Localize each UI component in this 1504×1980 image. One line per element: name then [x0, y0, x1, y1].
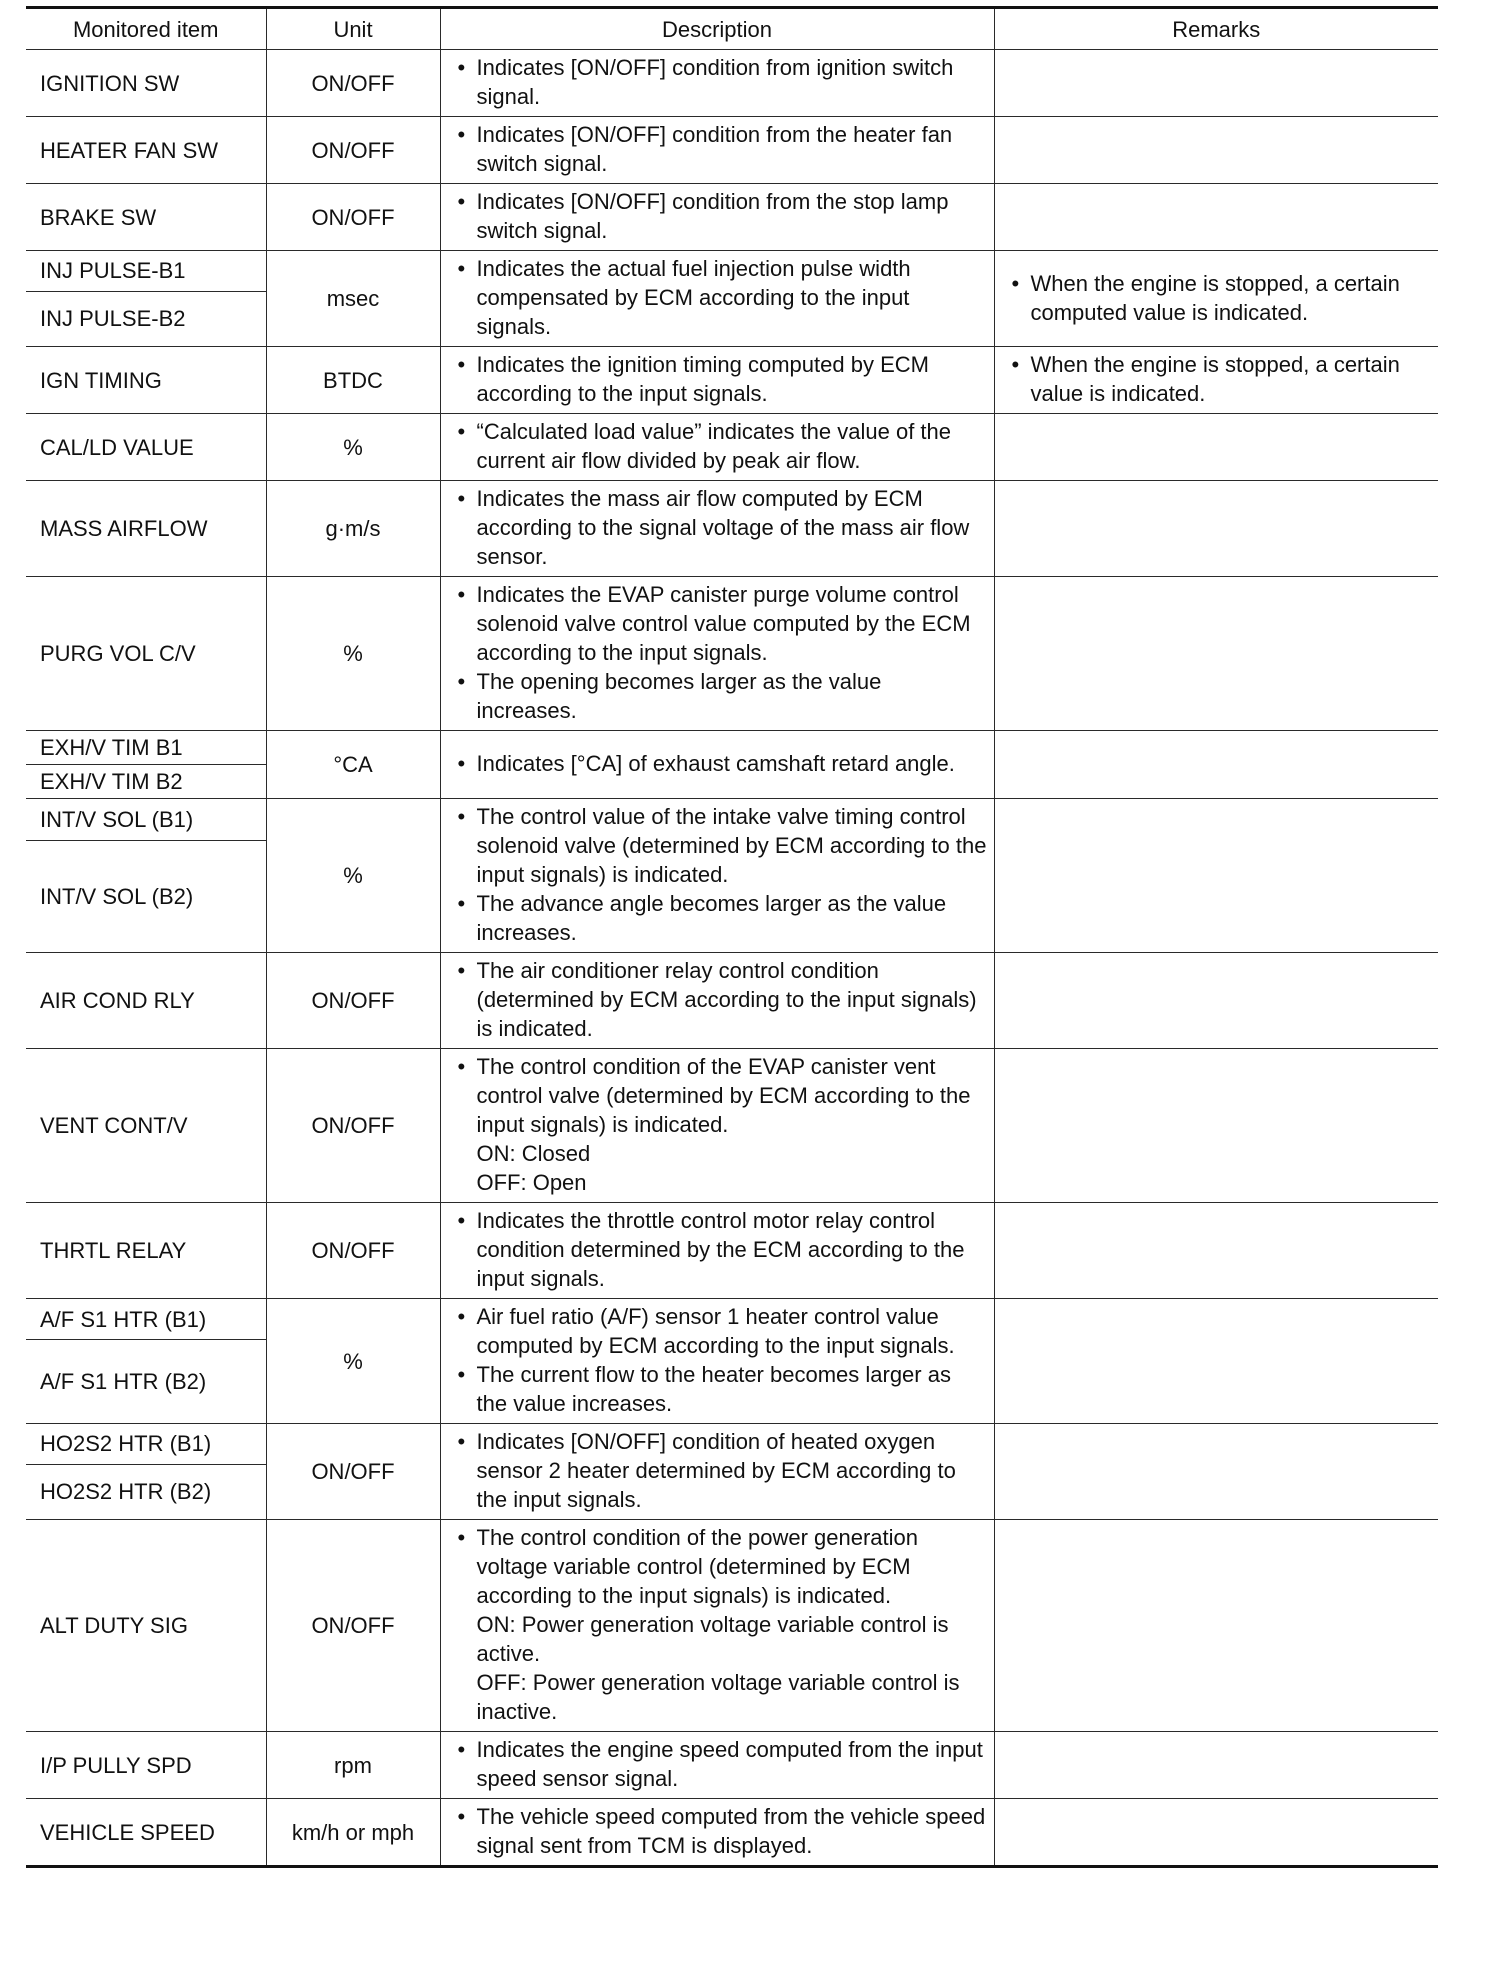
remarks-cell — [994, 1424, 1438, 1520]
table-body — [26, 50, 1438, 1867]
description-cell — [440, 50, 994, 117]
description-list — [447, 1206, 988, 1293]
table-row — [26, 953, 1438, 1049]
monitored-item-cell: INT/V SOL (B2) — [26, 840, 266, 952]
remarks-list — [1001, 350, 1433, 408]
header-row — [26, 8, 1438, 50]
monitored-item-cell: INT/V SOL (B1) — [26, 799, 266, 841]
description-cell — [440, 953, 994, 1049]
unit-cell: ON/OFF — [266, 1203, 440, 1299]
remarks-cell — [994, 251, 1438, 347]
table-row — [26, 347, 1438, 414]
monitored-item-cell: HO2S2 HTR (B1) — [26, 1424, 266, 1465]
table-row — [26, 1799, 1438, 1867]
monitored-item-cell: AIR COND RLY — [26, 953, 266, 1049]
monitored-item-cell: IGNITION SW — [26, 50, 266, 117]
description-list — [447, 350, 988, 408]
table-row — [26, 1049, 1438, 1203]
table-row — [26, 1203, 1438, 1299]
monitored-item-cell: BRAKE SW — [26, 184, 266, 251]
unit-cell: % — [266, 414, 440, 481]
description-cell — [440, 577, 994, 731]
description-bullet: • Indicates [ON/OFF] condition from ignition switch signal. — [447, 53, 988, 111]
description-bullet: • Indicates the actual fuel injection pulse width compensated by ECM according to the input signals. — [447, 254, 988, 341]
unit-cell: ON/OFF — [266, 1049, 440, 1203]
monitored-item-cell: INJ PULSE-B1 — [26, 251, 266, 292]
description-bullet: • Indicates the ignition timing computed by ECM according to the input signals. — [447, 350, 988, 408]
unit-cell: rpm — [266, 1732, 440, 1799]
remarks-cell — [994, 577, 1438, 731]
unit-cell: msec — [266, 251, 440, 347]
unit-cell: ON/OFF — [266, 953, 440, 1049]
monitored-item-cell: VEHICLE SPEED — [26, 1799, 266, 1867]
monitored-item-cell: THRTL RELAY — [26, 1203, 266, 1299]
description-cell — [440, 1203, 994, 1299]
description-list — [447, 956, 988, 1043]
remarks-cell — [994, 117, 1438, 184]
remarks-cell — [994, 731, 1438, 799]
monitored-item-cell: EXH/V TIM B2 — [26, 765, 266, 799]
description-list — [447, 1735, 988, 1793]
table-row — [26, 481, 1438, 577]
remarks-list — [1001, 269, 1433, 327]
monitored-items-table — [26, 6, 1438, 1868]
monitored-item-cell: EXH/V TIM B1 — [26, 731, 266, 765]
remarks-cell — [994, 799, 1438, 953]
description-bullet: • The advance angle becomes larger as the value increases. — [447, 889, 988, 947]
table-row — [26, 1299, 1438, 1340]
table-row — [26, 1424, 1438, 1465]
description-bullet: • Indicates [ON/OFF] condition from the stop lamp switch signal. — [447, 187, 988, 245]
description-list — [447, 417, 988, 475]
table-row — [26, 117, 1438, 184]
header-monitored-item: Monitored item — [26, 8, 266, 50]
remarks-cell — [994, 1732, 1438, 1799]
table-row — [26, 251, 1438, 292]
remarks-cell — [994, 414, 1438, 481]
description-list — [447, 484, 988, 571]
unit-cell: ON/OFF — [266, 1424, 440, 1520]
description-cell — [440, 414, 994, 481]
description-bullet: • The vehicle speed computed from the vehicle speed signal sent from TCM is displayed. — [447, 1802, 988, 1860]
table-row — [26, 414, 1438, 481]
monitored-item-cell: CAL/LD VALUE — [26, 414, 266, 481]
description-bullet: • The control condition of the EVAP canister vent control valve (determined by ECM according to the input signals) is indicated. — [447, 1052, 988, 1139]
description-cell — [440, 1799, 994, 1867]
description-bullet: • The opening becomes larger as the value increases. — [447, 667, 988, 725]
monitored-item-cell: ALT DUTY SIG — [26, 1520, 266, 1732]
description-bullet: • Indicates the engine speed computed from the input speed sensor signal. — [447, 1735, 988, 1793]
description-cell — [440, 184, 994, 251]
description-cell — [440, 731, 994, 799]
remarks-bullet: • When the engine is stopped, a certain value is indicated. — [1001, 350, 1433, 408]
monitored-item-cell: A/F S1 HTR (B2) — [26, 1340, 266, 1424]
description-list — [447, 120, 988, 178]
description-list — [447, 802, 988, 947]
description-cell — [440, 481, 994, 577]
remarks-bullet: • When the engine is stopped, a certain computed value is indicated. — [1001, 269, 1433, 327]
remarks-cell — [994, 481, 1438, 577]
remarks-cell — [994, 1299, 1438, 1424]
monitored-item-cell: VENT CONT/V — [26, 1049, 266, 1203]
description-bullet: • “Calculated load value” indicates the value of the current air flow divided by peak air flow. — [447, 417, 988, 475]
unit-cell: ON/OFF — [266, 50, 440, 117]
description-note: OFF: Power generation voltage variable control is inactive. — [476, 1670, 960, 1724]
description-list — [447, 1052, 988, 1139]
description-list — [447, 749, 988, 778]
description-bullet: • Indicates the mass air flow computed by ECM according to the signal voltage of the mass air flow sensor. — [447, 484, 988, 571]
monitor-table-container — [26, 6, 1438, 1868]
monitored-item-cell: IGN TIMING — [26, 347, 266, 414]
remarks-cell — [994, 50, 1438, 117]
table-row — [26, 184, 1438, 251]
description-bullet: • The current flow to the heater becomes larger as the value increases. — [447, 1360, 988, 1418]
remarks-cell — [994, 347, 1438, 414]
unit-cell: ON/OFF — [266, 117, 440, 184]
description-list — [447, 1802, 988, 1860]
description-cell — [440, 799, 994, 953]
description-cell — [440, 1299, 994, 1424]
monitored-item-cell: INJ PULSE-B2 — [26, 291, 266, 346]
description-bullet: • Indicates the EVAP canister purge volume control solenoid valve control value computed by the ECM according to the input signals. — [447, 580, 988, 667]
description-cell — [440, 347, 994, 414]
unit-cell: % — [266, 799, 440, 953]
monitored-item-cell: A/F S1 HTR (B1) — [26, 1299, 266, 1340]
description-bullet: • Indicates [ON/OFF] condition from the heater fan switch signal. — [447, 120, 988, 178]
unit-cell: ON/OFF — [266, 184, 440, 251]
unit-cell: BTDC — [266, 347, 440, 414]
monitored-item-cell: HO2S2 HTR (B2) — [26, 1464, 266, 1519]
description-bullet: • The air conditioner relay control condition (determined by ECM according to the input signals) is indicated. — [447, 956, 988, 1043]
unit-cell: % — [266, 1299, 440, 1424]
unit-cell: km/h or mph — [266, 1799, 440, 1867]
description-cell — [440, 1049, 994, 1203]
table-row — [26, 50, 1438, 117]
description-bullet: • Air fuel ratio (A/F) sensor 1 heater control value computed by ECM according to the input signals. — [447, 1302, 988, 1360]
description-bullet: • The control condition of the power generation voltage variable control (determined by ECM according to the input signals) is indicated. — [447, 1523, 988, 1610]
table-row — [26, 799, 1438, 841]
description-list — [447, 1302, 988, 1418]
remarks-cell — [994, 1520, 1438, 1732]
description-list — [447, 187, 988, 245]
monitored-item-cell: PURG VOL C/V — [26, 577, 266, 731]
header-remarks: Remarks — [994, 8, 1438, 50]
monitored-item-cell: I/P PULLY SPD — [26, 1732, 266, 1799]
description-bullet: • Indicates [°CA] of exhaust camshaft retard angle. — [447, 749, 988, 778]
unit-cell: % — [266, 577, 440, 731]
description-list — [447, 580, 988, 725]
remarks-cell — [994, 953, 1438, 1049]
remarks-cell — [994, 1203, 1438, 1299]
table-row — [26, 1732, 1438, 1799]
unit-cell: °CA — [266, 731, 440, 799]
description-list — [447, 1523, 988, 1610]
description-bullet: • Indicates the throttle control motor relay control condition determined by the ECM according to the input signals. — [447, 1206, 988, 1293]
remarks-cell — [994, 1799, 1438, 1867]
remarks-cell — [994, 184, 1438, 251]
header-description: Description — [440, 8, 994, 50]
description-cell — [440, 117, 994, 184]
table-row — [26, 577, 1438, 731]
description-cell — [440, 1520, 994, 1732]
description-cell — [440, 1424, 994, 1520]
monitored-item-cell: MASS AIRFLOW — [26, 481, 266, 577]
unit-cell: ON/OFF — [266, 1520, 440, 1732]
description-list — [447, 1427, 988, 1514]
description-list — [447, 53, 988, 111]
description-cell — [440, 251, 994, 347]
description-cell — [440, 1732, 994, 1799]
table-row — [26, 731, 1438, 765]
unit-cell: g·m/s — [266, 481, 440, 577]
description-bullet: • The control value of the intake valve timing control solenoid valve (determined by ECM according to the input signals) is indicated. — [447, 802, 988, 889]
table-row — [26, 1520, 1438, 1732]
remarks-cell — [994, 1049, 1438, 1203]
description-note: ON: Power generation voltage variable control is active. — [476, 1612, 949, 1666]
description-list — [447, 254, 988, 341]
description-note: ON: Closed — [476, 1141, 591, 1166]
description-bullet: • Indicates [ON/OFF] condition of heated oxygen sensor 2 heater determined by ECM according to the input signals. — [447, 1427, 988, 1514]
monitored-item-cell: HEATER FAN SW — [26, 117, 266, 184]
description-note: OFF: Open — [476, 1170, 587, 1195]
header-unit: Unit — [266, 8, 440, 50]
